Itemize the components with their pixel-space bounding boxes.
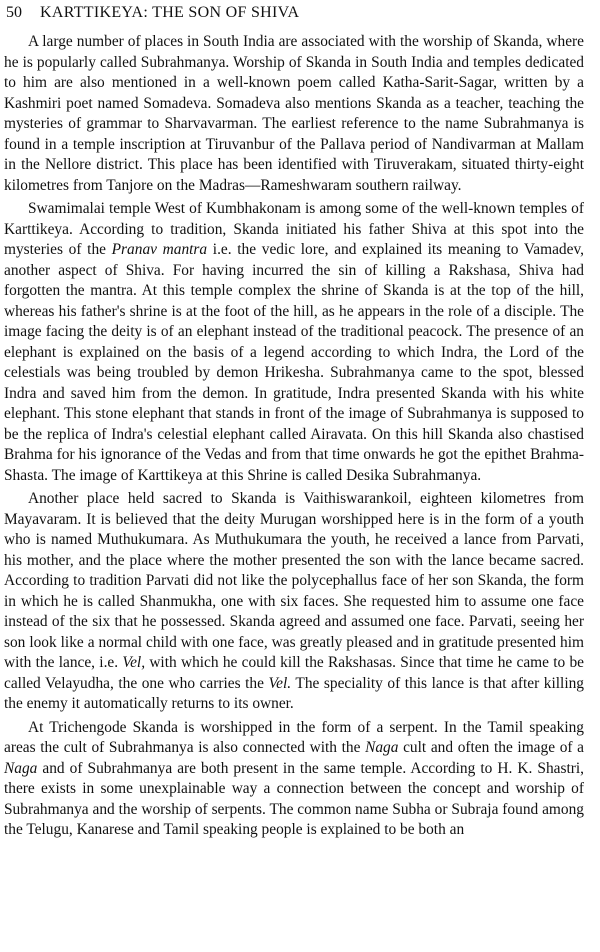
paragraph-skanda-south-india <box>4 32 584 196</box>
italic-term: Pranav mantra <box>111 241 208 258</box>
paragraph-trichengode <box>4 718 584 841</box>
text-run: cult and often the image of a <box>398 739 584 756</box>
page-number: 50 <box>6 4 22 21</box>
paragraph-swamimalai <box>4 199 584 486</box>
text-run: At Trichengode Skanda is worshipped in the form of a serpent. In the Tamil speaking areas the cult of Subrahmanya is also connected with the <box>4 718 584 756</box>
text-run: The speciality of this lance is that after killing the enemy it automatically returns to its owner. <box>4 674 584 712</box>
text-run: Swamimalai temple West of Kumbhakonam is among some of the well-known temples of Karttikeya. According to tradition, Skanda initiated his father Shiva at this spot into the mysteries of the <box>4 200 584 258</box>
text-run: A large number of places in South India are associated with the worship of Skanda, where he is popularly called Subrahmanya. Worship of Skanda in South India and temples dedicated to him are also mentioned in a well-known poem called Katha-Sarit-Sagar, written by a Kashmiri poet named Somadeva. Somadeva also mentions Skanda as a teacher, teaching the mysteries of grammar to Sharvavarman. The earliest reference to the name Subrahmanya is found in a temple inscription at Tiruvanbur of the Pallava period of Nandivarman at Mallam in the Nellore district. This place has been identified with Tiruverakam, situated thirty-eight kilometres from Tanjore on the Madras—Rameshwaram southern railway. <box>4 33 584 194</box>
italic-term: Vel, <box>122 654 146 671</box>
page-header <box>4 2 584 32</box>
italic-term: Naga <box>4 759 38 777</box>
text-run: Another place held sacred to Skanda is Vaithiswarankoil, eighteen kilometres from Mayavaram. It is believed that the deity Murugan worshipped here is in the form of a youth who is named Muthukumara. As Muthukumara the youth, he received a lance from Parvati, his mother, and the place where the mother presented the son with the lance became sacred. According to tradition Parvati did not like the polycephallus face of her son Skanda, the form in which he is called Shanmukha, one with six faces. She requested him to assume one face instead of the six that he possessed. Skanda agreed and assumed one face. Parvati, seeing her son look like a normal child with one face, was greatly pleased and in gratitude presented him with the lance, i.e. <box>4 490 584 671</box>
paragraph-vaithiswarankoil <box>4 489 584 715</box>
italic-term: Vel. <box>268 674 292 692</box>
running-title: KARTTIKEYA: THE SON OF SHIVA <box>40 4 300 21</box>
italic-term: Naga <box>365 739 399 756</box>
body-text <box>4 32 584 841</box>
text-run: i.e. the vedic lore, and explained its meaning to Vamadev, another aspect of Shiva. For having incurred the sin of killing a Rakshasa, Shiva had forgotten the mantra. At this temple complex the shrine of Skanda is at the top of the hill, whereas his father's shrine is at the foot of the hill, as he appears in the role of a disciple. The image facing the deity is of an elephant instead of the traditional peacock. The presence of an elephant is explained on the basis of a legend according to which Indra, the Lord of the celestials was being troubled by demon Hrikesha. Subrahmanya came to the spot, blessed Indra and saved him from the demon. In gratitude, Indra presented Skanda with his white elephant. This stone elephant that stands in front of the image of Subrahmanya is supposed to be the replica of Indra's celestial elephant called Airavata. On this hill Skanda also chastised Brahma for his ignorance of the Vedas and from that time onwards he got the epithet Brahma-Shasta. The image of Karttikeya at this Shrine is called Desika Subrahmanya. <box>4 241 584 484</box>
text-run: and of Subrahmanya are both present in the same temple. According to H. K. Shastri, there exists in some unexplainable way a connection between the concept and worship of Subrahmanya and the worship of serpents. The common name Subha or Subraja found among the Telugu, Kanarese and Tamil speaking people is explained to be both an <box>4 759 584 838</box>
text-run: with which he could kill the Rakshasas. Since that time he came to be called Velayudha, the one who carries the <box>4 654 585 692</box>
